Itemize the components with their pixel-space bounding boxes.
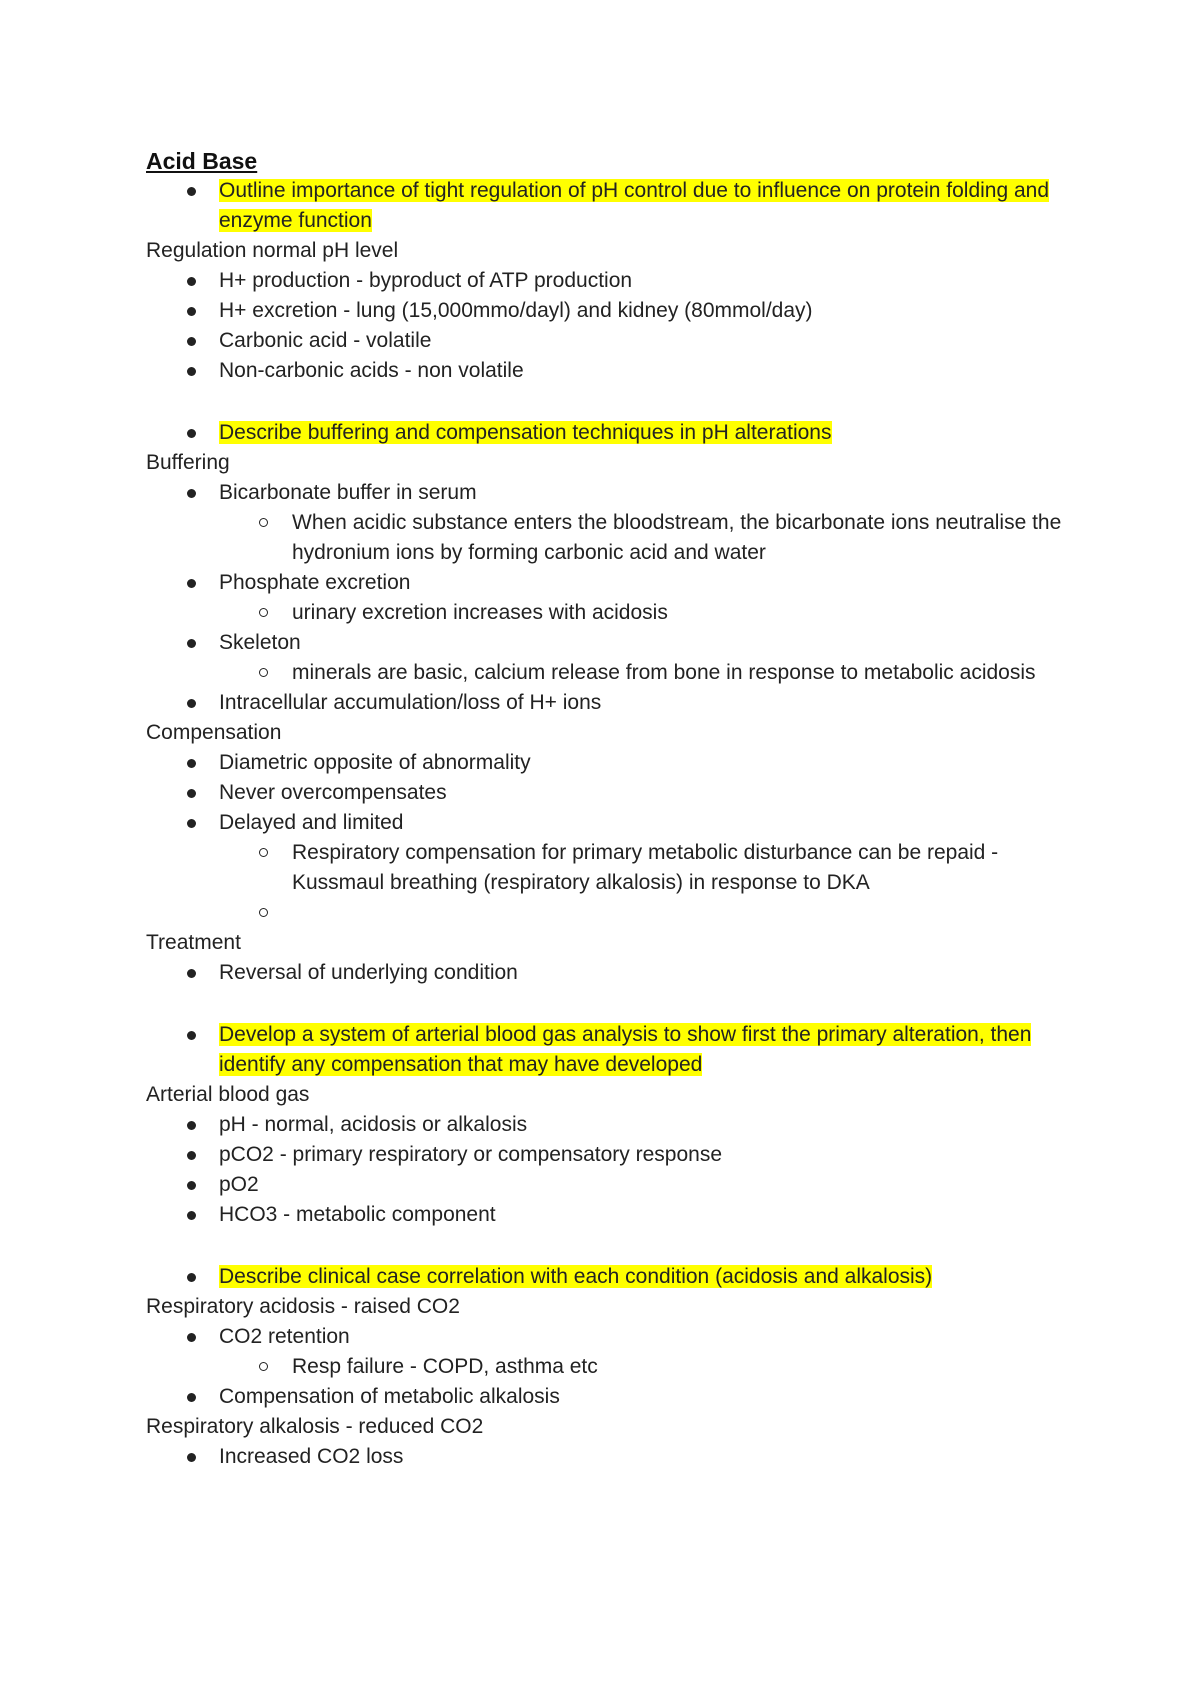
spacer bbox=[146, 1230, 1066, 1262]
compensation-list bbox=[146, 748, 1066, 928]
section-heading: Regulation normal pH level bbox=[146, 239, 399, 262]
list-item-text: Bicarbonate buffer in serum bbox=[219, 481, 477, 504]
list-item bbox=[146, 628, 1066, 688]
list-item: Non-carbonic acids - non volatile bbox=[146, 356, 1066, 386]
list-item-text: Skeleton bbox=[219, 631, 301, 654]
list-item bbox=[146, 1322, 1066, 1382]
document-title: Acid Base bbox=[146, 148, 258, 174]
resp-alkalosis-list bbox=[146, 1442, 1066, 1472]
list-item: Reversal of underlying condition bbox=[146, 958, 1066, 988]
list-item: Carbonic acid - volatile bbox=[146, 326, 1066, 356]
list-item bbox=[146, 478, 1066, 568]
spacer bbox=[146, 386, 1066, 418]
highlighted-objective: Describe clinical case correlation with each condition (acidosis and alkalosis) bbox=[219, 1265, 933, 1288]
list-item: Diametric opposite of abnormality bbox=[146, 748, 1066, 778]
list-item-text: Delayed and limited bbox=[219, 811, 404, 834]
highlighted-objective: Outline importance of tight regulation of pH control due to influence on protein folding and enzyme function bbox=[219, 179, 1050, 232]
objective-list-2 bbox=[146, 418, 1066, 448]
sub-list bbox=[219, 838, 1066, 928]
sub-list bbox=[219, 658, 1066, 688]
list-item-text: Phosphate excretion bbox=[219, 571, 411, 594]
section-heading: Respiratory alkalosis - reduced CO2 bbox=[146, 1415, 484, 1438]
list-item bbox=[146, 568, 1066, 628]
list-item: Never overcompensates bbox=[146, 778, 1066, 808]
section-heading: Arterial blood gas bbox=[146, 1083, 310, 1106]
list-item bbox=[146, 688, 1066, 718]
list-item: H+ production - byproduct of ATP production bbox=[146, 266, 1066, 296]
buffering-list bbox=[146, 478, 1066, 718]
empty-sub-list-item bbox=[219, 898, 1066, 928]
objective-list-4 bbox=[146, 1262, 1066, 1292]
section-heading: Respiratory acidosis - raised CO2 bbox=[146, 1295, 460, 1318]
list-item: Increased CO2 loss bbox=[146, 1442, 1066, 1472]
document-page bbox=[146, 146, 1066, 1472]
list-item: H+ excretion - lung (15,000mmo/dayl) and kidney (80mmol/day) bbox=[146, 296, 1066, 326]
objective-list-1 bbox=[146, 176, 1066, 236]
list-item-text: CO2 retention bbox=[219, 1325, 350, 1348]
objective-item bbox=[146, 176, 1066, 236]
objective-item bbox=[146, 1020, 1066, 1080]
sub-list-item: When acidic substance enters the bloodstream, the bicarbonate ions neutralise the hydronium ions by forming carbonic acid and water bbox=[219, 508, 1066, 568]
sub-list bbox=[219, 1352, 1066, 1382]
sub-list-item: urinary excretion increases with acidosis bbox=[219, 598, 1066, 628]
list-item: pO2 bbox=[146, 1170, 1066, 1200]
regulation-list bbox=[146, 266, 1066, 386]
objective-item bbox=[146, 418, 1066, 448]
highlighted-objective: Describe buffering and compensation techniques in pH alterations bbox=[219, 421, 832, 444]
sub-list bbox=[219, 508, 1066, 568]
section-heading: Compensation bbox=[146, 721, 282, 744]
list-item: pCO2 - primary respiratory or compensatory response bbox=[146, 1140, 1066, 1170]
list-item bbox=[146, 808, 1066, 928]
sub-list-item: Resp failure - COPD, asthma etc bbox=[219, 1352, 1066, 1382]
objective-item bbox=[146, 1262, 1066, 1292]
highlighted-objective: Develop a system of arterial blood gas analysis to show first the primary alteration, then identify any compensation that may have developed bbox=[219, 1023, 1032, 1076]
treatment-list bbox=[146, 958, 1066, 988]
list-item: HCO3 - metabolic component bbox=[146, 1200, 1066, 1230]
sub-list bbox=[219, 598, 1066, 628]
section-heading: Treatment bbox=[146, 931, 241, 954]
list-item-text: Intracellular accumulation/loss of H+ ions bbox=[219, 691, 602, 714]
list-item-text: Compensation of metabolic alkalosis bbox=[219, 1385, 560, 1408]
section-heading: Buffering bbox=[146, 451, 230, 474]
list-item bbox=[146, 1382, 1066, 1412]
sub-list-item: Respiratory compensation for primary metabolic disturbance can be repaid - Kussmaul breathing (respiratory alkalosis) in response to DKA bbox=[219, 838, 1066, 898]
spacer bbox=[146, 988, 1066, 1020]
list-item: pH - normal, acidosis or alkalosis bbox=[146, 1110, 1066, 1140]
resp-acidosis-list bbox=[146, 1322, 1066, 1412]
blood-gas-list bbox=[146, 1110, 1066, 1230]
objective-list-3 bbox=[146, 1020, 1066, 1080]
sub-list-item: minerals are basic, calcium release from bone in response to metabolic acidosis bbox=[219, 658, 1066, 688]
